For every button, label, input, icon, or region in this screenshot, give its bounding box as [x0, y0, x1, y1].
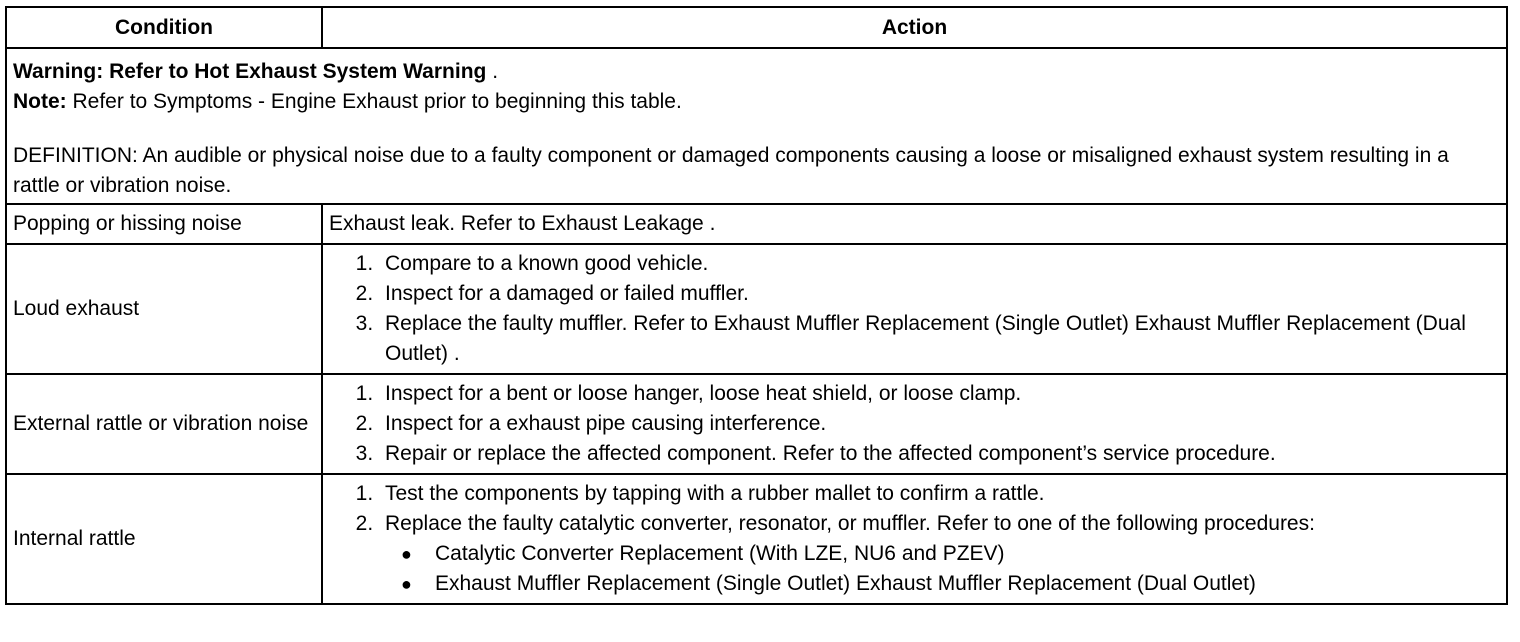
warning-line: [13, 57, 1500, 87]
action-cell: [322, 474, 1507, 604]
condition-header: Condition: [6, 7, 322, 48]
procedure-link[interactable]: ● Exhaust Muffler Replacement (Single Outlet) Exhaust Muffler Replacement (Dual Outlet): [423, 569, 1500, 599]
step-list: [329, 379, 1500, 469]
action-header: Action: [322, 7, 1507, 48]
table-row: [6, 374, 1507, 474]
step-item: 2. Inspect for a damaged or failed muffler.: [379, 279, 1500, 309]
procedure-list: [385, 539, 1500, 599]
note-label: Note:: [13, 90, 67, 113]
note-text: Refer to Symptoms - Engine Exhaust prior to beginning this table.: [66, 90, 682, 113]
action-cell: [322, 244, 1507, 374]
definition-text: DEFINITION: An audible or physical noise due to a faulty component or damaged components causing a loose or misaligned exhaust system resulting in a rattle or vibration noise.: [13, 144, 1449, 197]
header-row: [6, 7, 1507, 48]
condition-cell: External rattle or vibration noise: [6, 374, 322, 474]
action-cell: [322, 374, 1507, 474]
procedure-link[interactable]: ● Catalytic Converter Replacement (With LZE, NU6 and PZEV): [423, 539, 1500, 569]
condition-cell: Internal rattle: [6, 474, 322, 604]
warning-end: .: [486, 60, 499, 83]
table-row: [6, 474, 1507, 604]
step-item: 1. Compare to a known good vehicle.: [379, 249, 1500, 279]
condition-cell: Popping or hissing noise: [6, 204, 322, 244]
diagnostic-table: [5, 6, 1508, 605]
step-item: 3. Replace the faulty muffler. Refer to Exhaust Muffler Replacement (Single Outlet) Exhaust Muffler Replacement (Dual Outlet) .: [379, 309, 1500, 369]
step-text: Replace the faulty catalytic converter, resonator, or muffler. Refer to one of the following procedures:: [385, 512, 1315, 535]
note-line: [13, 87, 1500, 117]
step-item: 1. Test the components by tapping with a rubber mallet to confirm a rattle.: [379, 479, 1500, 509]
table-row: [6, 244, 1507, 374]
step-item: [379, 509, 1500, 599]
warning-label: Warning:: [13, 60, 104, 83]
warning-link[interactable]: Refer to Hot Exhaust System Warning: [109, 60, 487, 83]
step-item: 3. Repair or replace the affected component. Refer to the affected component’s service procedure.: [379, 439, 1500, 469]
action-cell: Exhaust leak. Refer to Exhaust Leakage .: [322, 204, 1507, 244]
intro-row: [6, 48, 1507, 204]
step-list: [329, 249, 1500, 369]
step-list: [329, 479, 1500, 599]
intro-cell: [6, 48, 1507, 204]
condition-cell: Loud exhaust: [6, 244, 322, 374]
table-row: [6, 204, 1507, 244]
step-item: 1. Inspect for a bent or loose hanger, loose heat shield, or loose clamp.: [379, 379, 1500, 409]
step-item: 2. Inspect for a exhaust pipe causing interference.: [379, 409, 1500, 439]
